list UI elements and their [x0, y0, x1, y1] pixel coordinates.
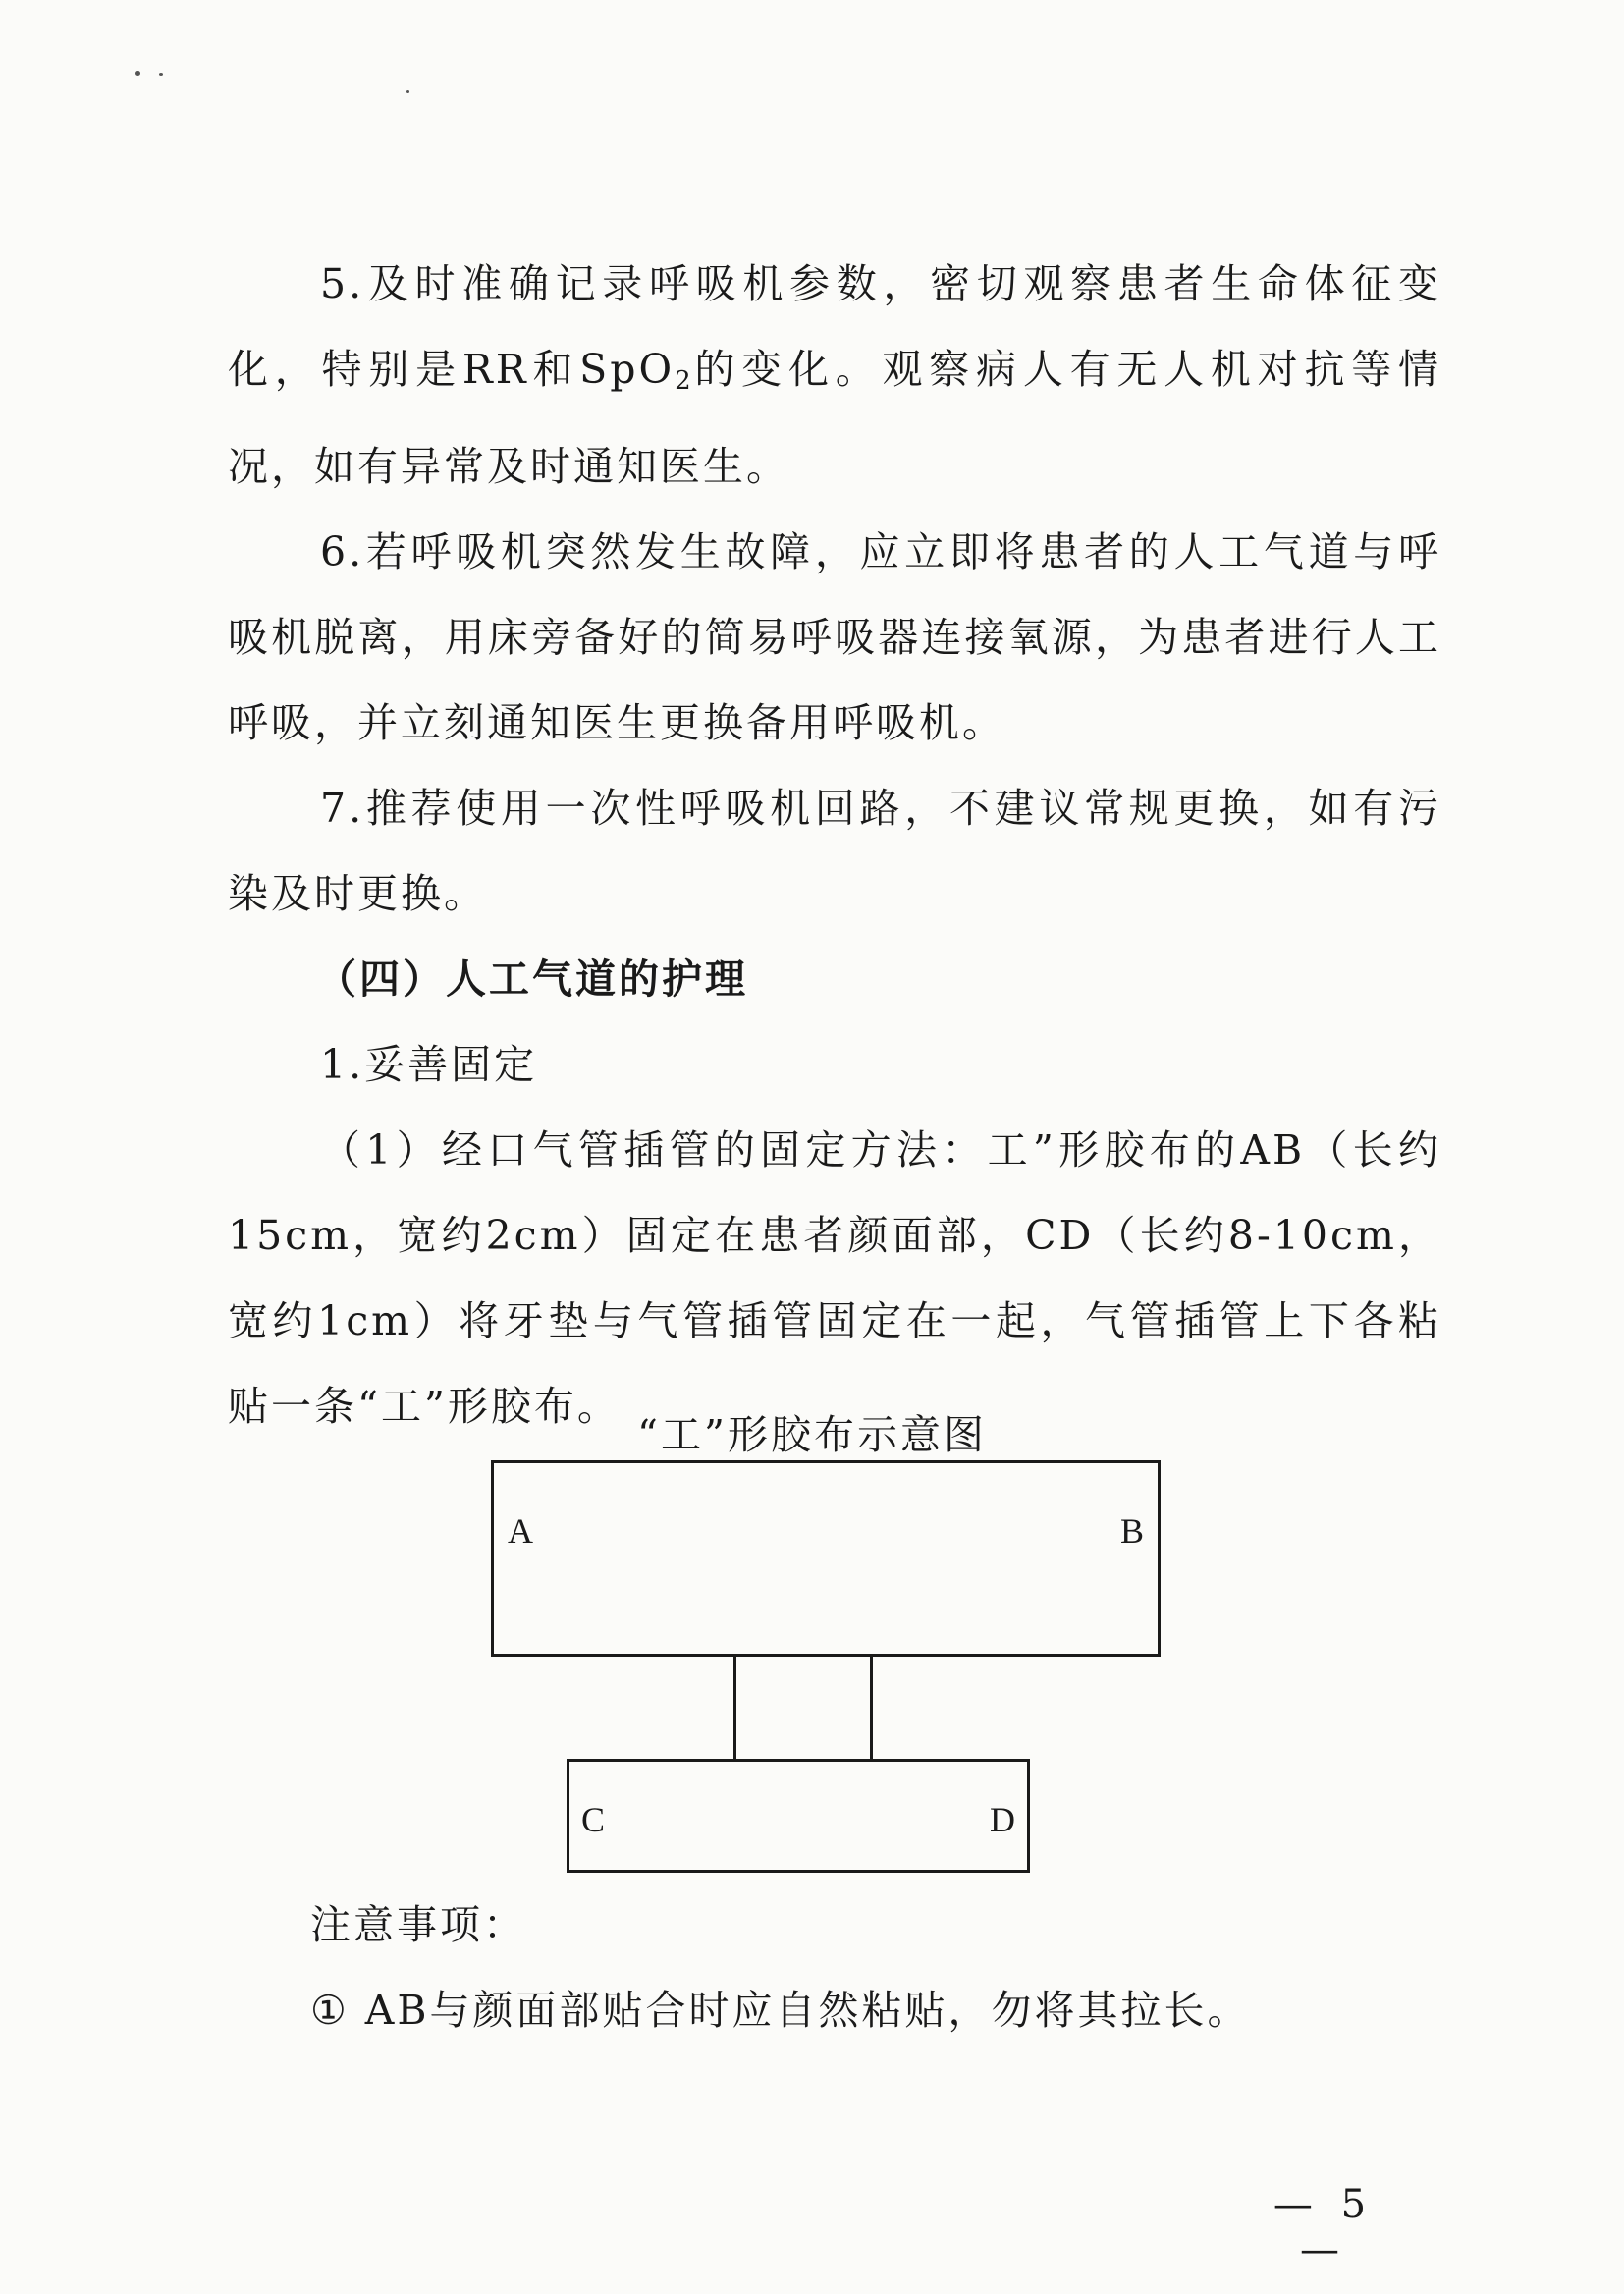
label-c: C: [581, 1800, 606, 1839]
tape-strip-ab: [491, 1460, 1161, 1657]
label-d: D: [990, 1800, 1015, 1839]
label-a: A: [508, 1511, 533, 1551]
paragraph-7: 7.推荐使用一次性呼吸机回路，不建议常规更换，如有污染及时更换。: [228, 785, 1441, 917]
body-text-bottom: [228, 1883, 1441, 2053]
diagram-title: “工”形胶布示意图: [637, 1411, 987, 1458]
tape-strip-cd: [567, 1759, 1030, 1873]
page-number: — 5 —: [1272, 2182, 1375, 2272]
paragraph-5: 5.及时准确记录呼吸机参数，密切观察患者生命体征变化，特别是RR和SpO$_2$的变化。观察病人有无人机对抗等情况，如有异常及时通知医生。: [228, 260, 1441, 490]
scan-mark: [135, 71, 140, 76]
scan-mark: [406, 90, 409, 93]
list-item-1: 1.妥善固定: [320, 1041, 538, 1088]
notes-title: 注意事项：: [310, 1901, 526, 1948]
label-b: B: [1119, 1511, 1144, 1551]
section-heading: （四）人工气道的护理: [316, 956, 748, 1003]
list-item-1-1: （1）经口气管插管的固定方法：工”形胶布的AB（长约15cm，宽约2cm）固定在患者颜面部，CD（长约8-10cm，宽约1cm）将牙垫与气管插管固定在一起，气管插管上下各粘贴一条“工”形胶布。: [228, 1126, 1441, 1430]
scan-mark: [159, 73, 163, 76]
note-1: ① AB与颜面部贴合时应自然粘贴，勿将其拉长。: [310, 1987, 1251, 2034]
body-text-top: [228, 242, 1441, 1449]
tape-stem: [733, 1655, 873, 1761]
paragraph-6: 6.若呼吸机突然发生故障，应立即将患者的人工气道与呼吸机脱离，用床旁备好的简易呼吸器连接氧源，为患者进行人工呼吸，并立刻通知医生更换备用呼吸机。: [228, 528, 1441, 746]
